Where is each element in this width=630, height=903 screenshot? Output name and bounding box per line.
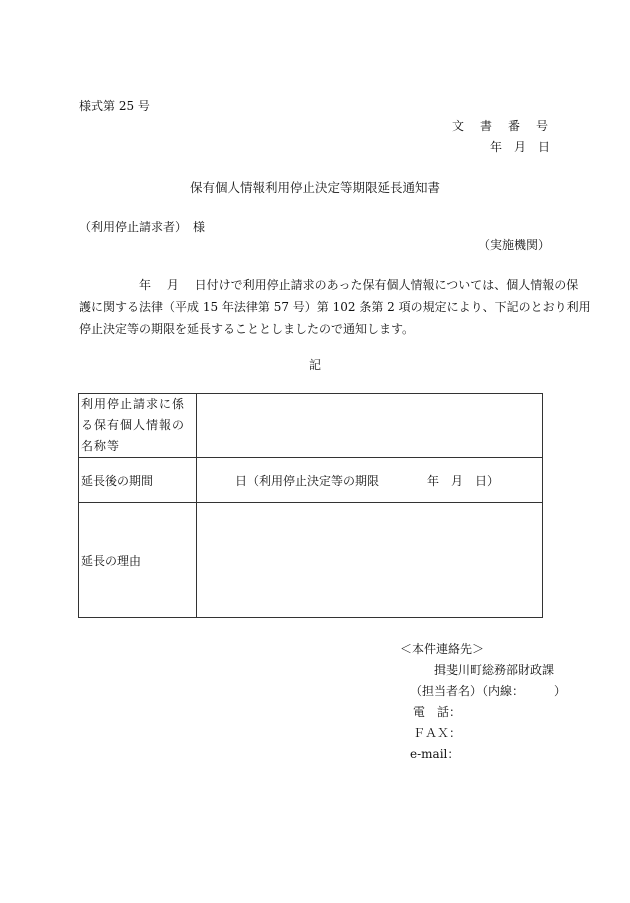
contact-email: e-mail：	[410, 747, 460, 761]
extended-period-value	[197, 458, 543, 503]
contact-heading: ＜本件連絡先＞	[400, 642, 485, 656]
body-paragraph	[79, 274, 591, 340]
form-number: 様式第 25 号	[79, 99, 150, 113]
info-name-label: 利用停止請求に係る保有個人情報の名称等	[79, 394, 197, 458]
document-date: 年 月 日	[489, 140, 550, 154]
table-row	[79, 458, 543, 503]
document-title: 保有個人情報利用停止決定等期限延長通知書	[189, 180, 440, 195]
body-line-3: 停止決定等の期限を延長することとしましたので通知します。	[79, 322, 415, 336]
extended-period-text-a: 日（利用停止決定等の期限	[235, 473, 380, 488]
extension-reason-value	[197, 503, 543, 618]
info-name-value	[197, 394, 543, 458]
ki-heading: 記	[308, 358, 321, 372]
issuer: （実施機関）	[477, 238, 550, 252]
table-row	[79, 503, 543, 618]
extended-period-text-b: 年 月 日）	[427, 473, 500, 488]
contact-person: （担当者名）（内線： ）	[410, 684, 567, 698]
details-table	[78, 393, 543, 618]
addressee: （利用停止請求者） 様	[79, 220, 206, 234]
contact-fax: ＦＡＸ：	[413, 726, 462, 740]
document-number: 文 書 番 号	[451, 119, 550, 133]
extended-period-content	[199, 472, 540, 489]
contact-phone: 電 話：	[413, 705, 462, 719]
extension-reason-label: 延長の理由	[79, 503, 197, 618]
body-line-1: 年 月 日付けで利用停止請求のあった保有個人情報については、個人情報の保	[79, 278, 579, 292]
table-row	[79, 394, 543, 458]
contact-office: 揖斐川町総務部財政課	[434, 663, 555, 677]
body-line-2: 護に関する法律（平成 15 年法律第 57 号）第 102 条第 2 項の規定により、下記のとおり利用	[79, 300, 591, 314]
extended-period-label: 延長後の期間	[79, 458, 197, 503]
